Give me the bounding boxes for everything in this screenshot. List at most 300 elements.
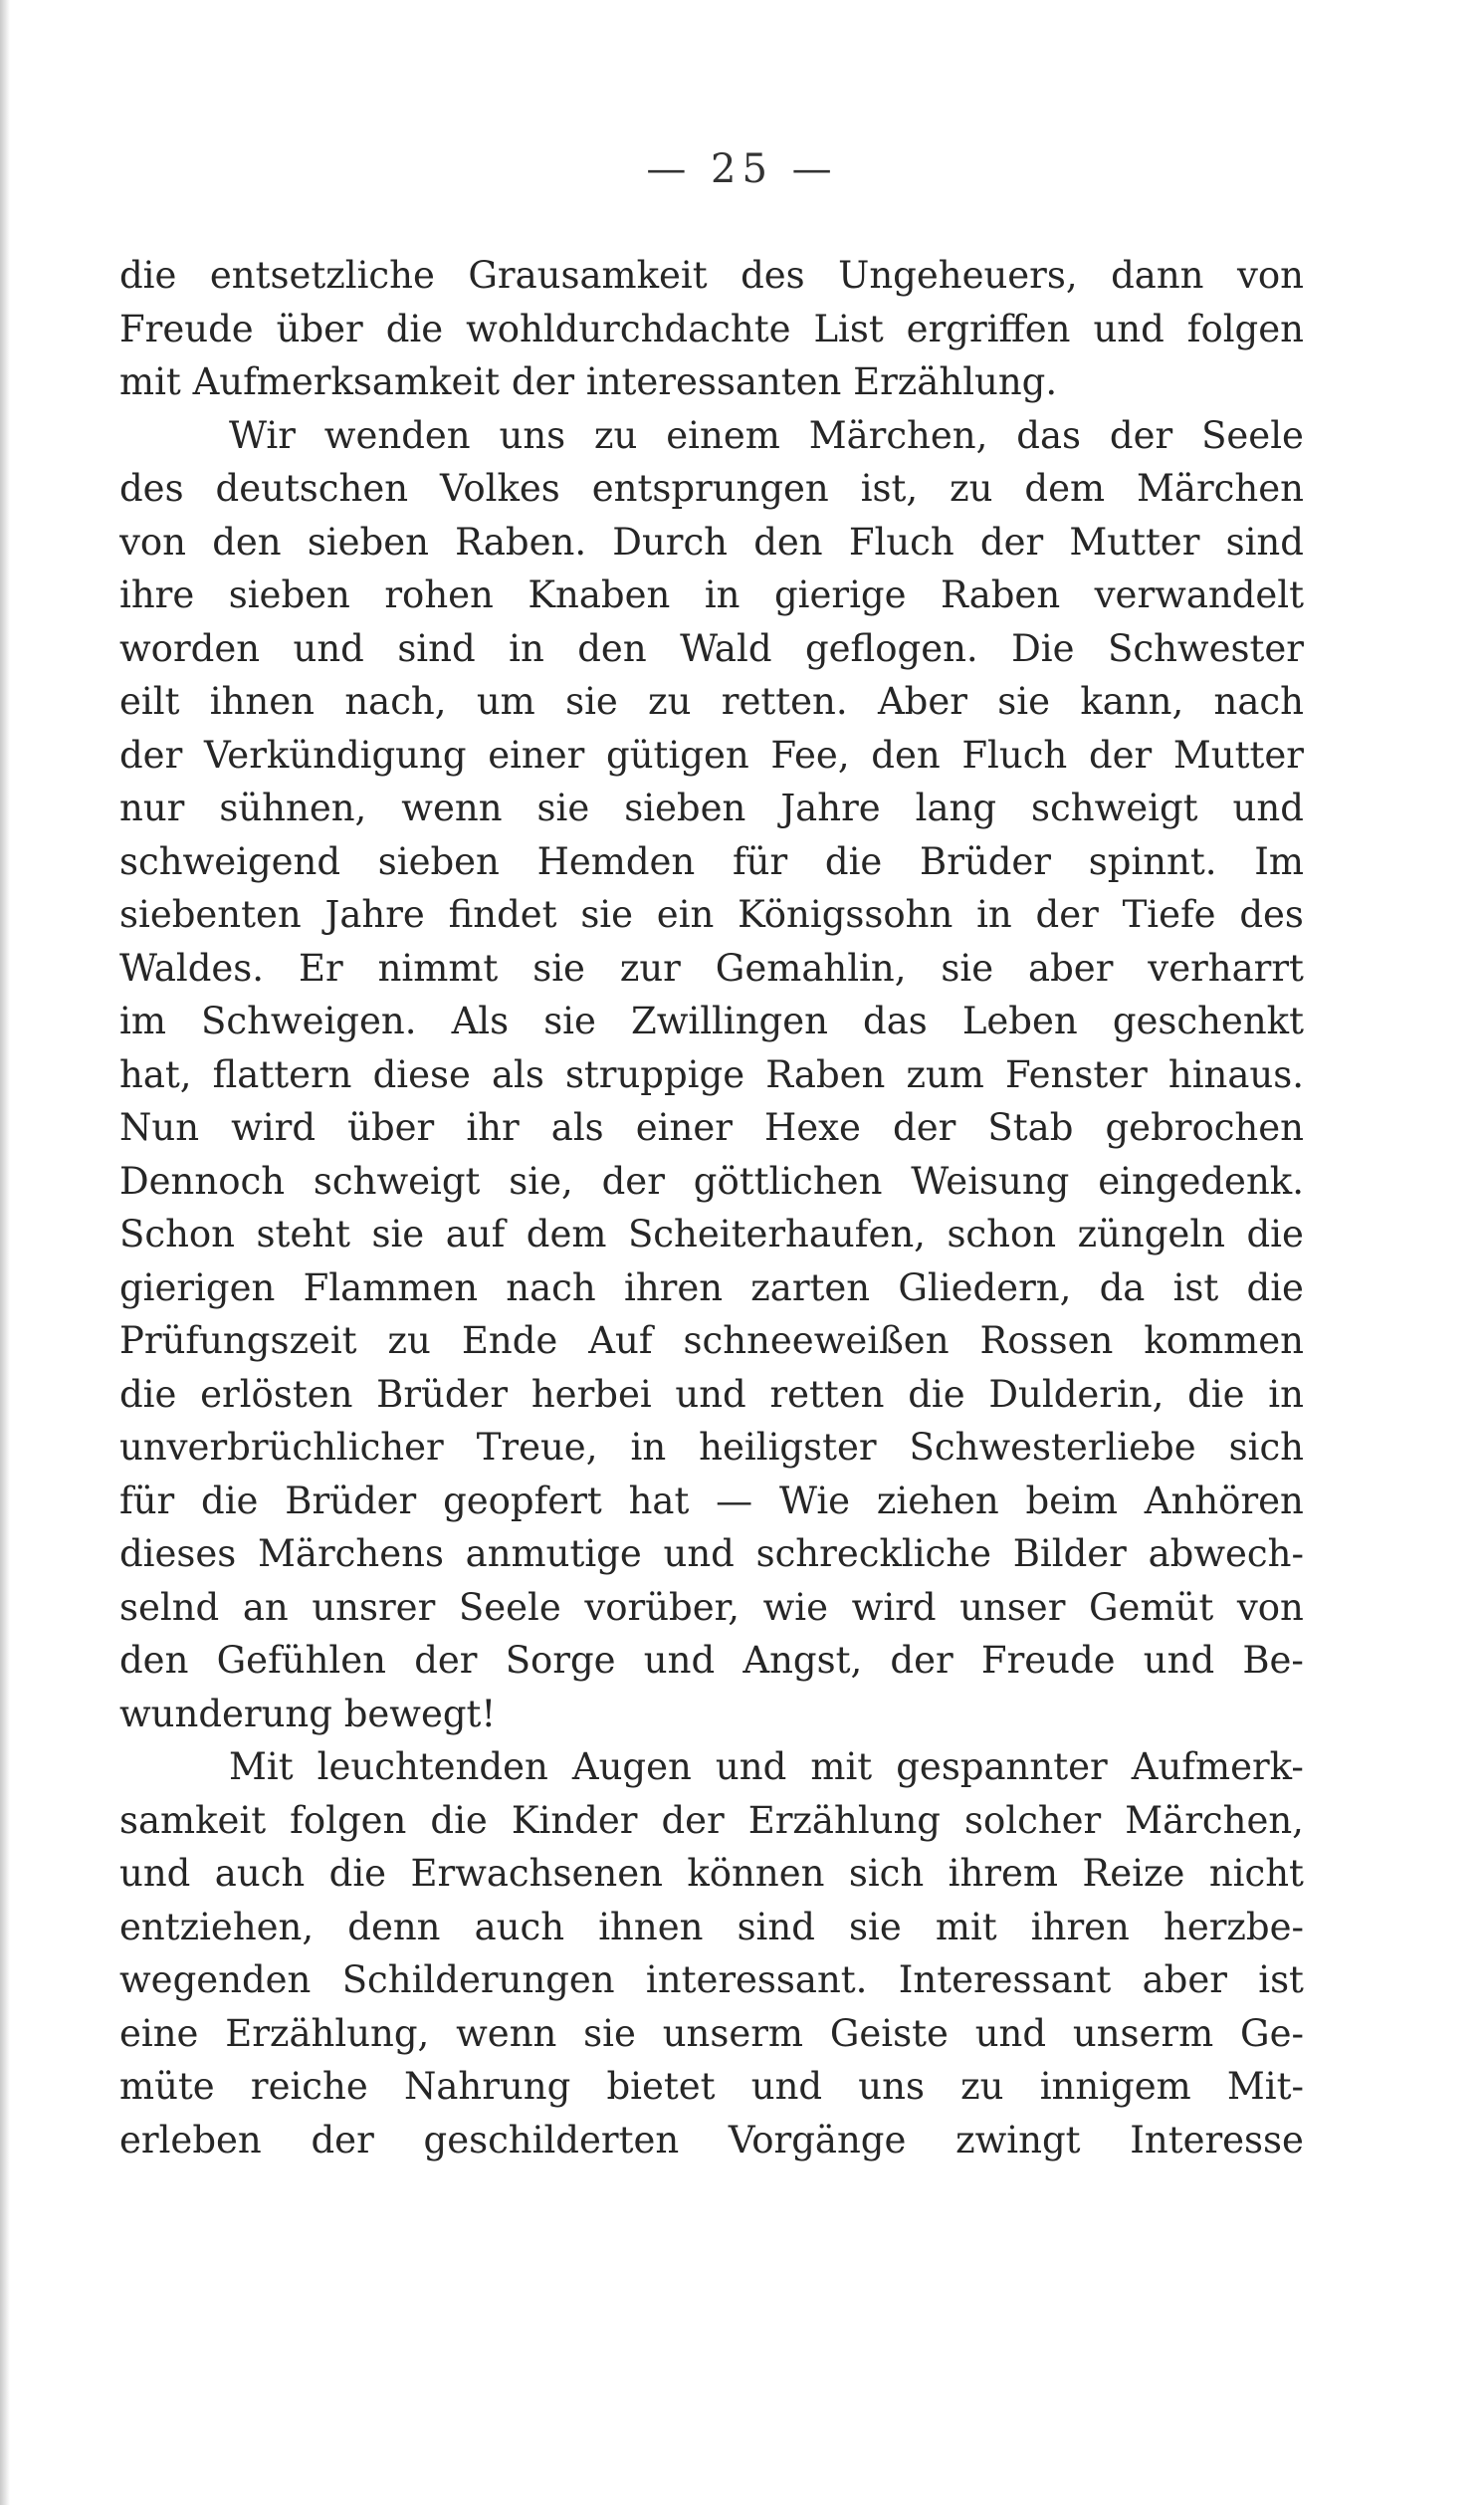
word: wunderung	[119, 1692, 332, 1735]
text-line	[119, 1901, 1304, 1954]
word: Vorgänge	[728, 2118, 907, 2162]
word: Prüfungszeit	[119, 1319, 357, 1362]
body-text	[119, 249, 1304, 2166]
word: wegenden	[119, 1958, 312, 2001]
word: dann	[1111, 254, 1204, 297]
word: Fenster	[1004, 1052, 1148, 1096]
word: die	[430, 1798, 488, 1842]
word: Bilder	[1012, 1532, 1127, 1575]
word: hat,	[119, 1052, 192, 1096]
word: da	[1099, 1265, 1146, 1309]
word: —	[716, 1479, 753, 1522]
word: entsetzliche	[209, 254, 435, 297]
word: auf	[445, 1213, 506, 1255]
word: des	[1239, 893, 1304, 936]
word: eine	[119, 2011, 199, 2055]
word: hinaus.	[1167, 1052, 1304, 1096]
text-line	[119, 1740, 1304, 1794]
word: Wald	[680, 626, 772, 670]
text-line	[119, 2060, 1304, 2114]
word: ihrem	[948, 1852, 1058, 1895]
word: Nun	[119, 1106, 200, 1149]
word: Interesse	[1130, 2118, 1304, 2162]
word: können	[687, 1852, 825, 1895]
word: eingedenk.	[1098, 1159, 1304, 1203]
text-line	[119, 1527, 1304, 1581]
word: unsrer	[312, 1585, 436, 1629]
word: Interessant	[898, 1958, 1112, 2001]
word: nicht	[1208, 1852, 1304, 1895]
word: sie	[543, 1000, 596, 1042]
word: Scheiterhaufen,	[627, 1213, 926, 1255]
word: und	[643, 1639, 716, 1682]
word: in	[509, 626, 544, 670]
text-line	[119, 1794, 1304, 1848]
word: List	[813, 307, 884, 350]
word: Dulderin,	[988, 1372, 1165, 1416]
word: zu	[648, 680, 692, 723]
word: eilt	[119, 680, 180, 723]
word: wohldurchdachte	[466, 307, 791, 350]
word: ihren	[623, 1265, 724, 1309]
word: geflogen.	[804, 626, 978, 670]
word: Die	[1011, 626, 1075, 670]
word: zwingt	[955, 2118, 1081, 2162]
word: Gemüt	[1089, 1585, 1214, 1629]
word: reiche	[250, 2065, 368, 2108]
word: schweigt	[313, 1159, 481, 1203]
word: Dennoch	[119, 1159, 286, 1203]
word: Rossen	[979, 1319, 1114, 1362]
word: Freude	[980, 1639, 1116, 1682]
word: zu	[594, 413, 638, 457]
word: interessanten	[585, 360, 842, 403]
word: Hemden	[536, 839, 696, 883]
word: Fluch	[848, 520, 954, 564]
word: Schwesterliebe	[909, 1426, 1196, 1469]
word: abwech-	[1148, 1532, 1304, 1575]
word: entsprungen	[591, 467, 829, 510]
word: uns	[858, 2065, 925, 2108]
word: wenn	[456, 2011, 557, 2055]
word: von	[1236, 1585, 1304, 1629]
word: auch	[474, 1905, 565, 1948]
word: den	[871, 733, 941, 777]
word: zu	[387, 1319, 431, 1362]
word: worden	[119, 626, 261, 670]
word: Mutter	[1069, 520, 1200, 564]
word: Be-	[1242, 1639, 1304, 1682]
word: der	[311, 2118, 374, 2162]
word: und	[1093, 307, 1165, 350]
word: über	[276, 307, 363, 350]
word: struppige	[564, 1052, 745, 1096]
text-line	[119, 355, 1304, 409]
page-edge-shadow	[0, 0, 10, 2505]
text-line	[119, 675, 1304, 729]
word: die	[1246, 1265, 1304, 1309]
word: des	[741, 254, 805, 297]
word: der	[890, 1639, 954, 1682]
word: flattern	[212, 1052, 352, 1096]
word: sieben	[228, 573, 350, 616]
word: die	[385, 307, 444, 350]
word: Als	[451, 1000, 510, 1042]
word: Angst,	[742, 1639, 863, 1682]
word: leuchtenden	[317, 1745, 548, 1788]
word: der	[893, 1106, 956, 1149]
word: sieben	[307, 520, 429, 564]
text-line	[119, 1421, 1304, 1475]
word: sie	[532, 946, 585, 990]
text-line	[119, 1314, 1304, 1368]
word: sich	[1228, 1426, 1304, 1469]
word: die	[201, 1479, 259, 1522]
word: für	[732, 839, 788, 883]
word: ihre	[119, 573, 195, 616]
word: steht	[256, 1213, 350, 1255]
word: entziehen,	[119, 1905, 315, 1948]
word: züngeln	[1077, 1213, 1225, 1255]
word: folgen	[1186, 307, 1304, 350]
word: sich	[848, 1852, 925, 1895]
word: den	[212, 520, 282, 564]
word: Ende	[461, 1319, 558, 1362]
word: aber	[1142, 1958, 1227, 2001]
word: dieses	[119, 1532, 237, 1575]
word: Gliedern,	[898, 1265, 1072, 1309]
word: an	[242, 1585, 289, 1629]
word: Durch	[612, 520, 729, 564]
word: lang	[915, 787, 997, 829]
word: die	[328, 1852, 387, 1895]
word: Schon	[119, 1213, 236, 1255]
text-line	[119, 462, 1304, 516]
word: Mit	[229, 1745, 294, 1788]
word: Verkündigung	[203, 733, 467, 777]
text-line	[119, 782, 1304, 835]
word: Flammen	[303, 1265, 479, 1309]
word: und	[1232, 787, 1304, 829]
word: Im	[1254, 839, 1304, 883]
word: gebrochen	[1105, 1106, 1304, 1149]
text-line	[119, 1101, 1304, 1155]
word: nach,	[344, 680, 447, 723]
word: zum	[906, 1052, 984, 1096]
word: mit	[935, 1905, 997, 1948]
word: Schilderungen	[341, 1958, 615, 2001]
word: bietet	[606, 2065, 716, 2108]
word: einem	[666, 413, 780, 457]
word: folgen	[290, 1798, 407, 1842]
word: ihnen	[598, 1905, 704, 1948]
word: der	[1109, 413, 1173, 457]
word: Knaben	[528, 573, 671, 616]
word: Brüder	[920, 839, 1051, 883]
word: gütigen	[606, 733, 749, 777]
word: die	[1187, 1372, 1245, 1416]
text-line	[119, 1048, 1304, 1102]
word: Jahre	[780, 787, 881, 829]
text-line	[119, 2007, 1304, 2061]
word: Raben	[765, 1052, 886, 1096]
word: Gefühlen	[216, 1639, 386, 1682]
word: Stab	[987, 1106, 1074, 1149]
word: erleben	[119, 2118, 262, 2162]
word: schneeweißen	[683, 1319, 950, 1362]
word: Märchen	[1137, 467, 1304, 510]
word: innigem	[1039, 2065, 1191, 2108]
word: Märchens	[258, 1532, 444, 1575]
word: retten	[769, 1372, 885, 1416]
paragraph-2	[119, 409, 1304, 1741]
word: Auf	[588, 1319, 653, 1362]
word: Aufmerk-	[1131, 1745, 1304, 1788]
page-number: — 25 —	[646, 146, 838, 192]
text-line	[119, 1581, 1304, 1635]
word: beim	[1025, 1479, 1118, 1522]
word: sie	[536, 787, 590, 829]
word: Märchen,	[1125, 1798, 1304, 1842]
word: sind	[737, 1905, 815, 1948]
word: anmutige	[465, 1532, 642, 1575]
word: der	[511, 360, 575, 403]
word: heiligster	[699, 1426, 877, 1469]
word: sühnen,	[219, 787, 367, 829]
word: unverbrüchlicher	[119, 1426, 444, 1469]
word: Tiefe	[1122, 893, 1216, 936]
word: verwandelt	[1094, 573, 1304, 616]
word: diese	[372, 1052, 471, 1096]
text-line	[119, 995, 1304, 1048]
word: in	[630, 1426, 667, 1469]
word: den	[577, 626, 647, 670]
word: gespannter	[896, 1745, 1108, 1788]
word: Hexe	[764, 1106, 861, 1149]
word: geschenkt	[1112, 1000, 1304, 1042]
text-line	[119, 942, 1304, 996]
word: Volkes	[440, 467, 560, 510]
word: dem	[1024, 467, 1106, 510]
word: uns	[499, 413, 566, 457]
word: nach	[506, 1265, 596, 1309]
word: und	[293, 626, 364, 670]
word: Erwachsenen	[410, 1852, 663, 1895]
word: Raben	[940, 573, 1061, 616]
word: wird	[851, 1585, 937, 1629]
word: und	[750, 2065, 823, 2108]
word: der	[414, 1639, 478, 1682]
word: zu	[960, 2065, 1004, 2108]
word: den	[753, 520, 823, 564]
word: kommen	[1144, 1319, 1304, 1362]
word: dem	[526, 1213, 607, 1255]
word: Seele	[458, 1585, 561, 1629]
word: Waldes.	[119, 946, 265, 990]
word: sie	[997, 680, 1050, 723]
text-line	[119, 729, 1304, 783]
word: die	[1246, 1213, 1304, 1255]
word: sie	[849, 1905, 902, 1948]
paragraph-1	[119, 249, 1304, 409]
word: ihren	[1030, 1905, 1130, 1948]
word: samkeit	[119, 1798, 267, 1842]
paragraph-3	[119, 1740, 1304, 2166]
word: Anhören	[1144, 1479, 1304, 1522]
word: in	[976, 893, 1012, 936]
word: nach	[1213, 680, 1304, 723]
word: ziehen	[876, 1479, 999, 1522]
text-line	[119, 569, 1304, 622]
word: Ge-	[1240, 2011, 1304, 2055]
word: zarten	[750, 1265, 871, 1309]
text-line	[119, 1847, 1304, 1901]
word: Erzählung.	[853, 360, 1058, 403]
word: von	[119, 520, 187, 564]
text-line	[119, 1475, 1304, 1528]
text-line	[119, 2114, 1304, 2167]
word: von	[1236, 254, 1304, 297]
word: und	[675, 1372, 746, 1416]
word: Märchen,	[808, 413, 988, 457]
word: und	[715, 1745, 787, 1788]
word: sie,	[509, 1159, 573, 1203]
word: ein	[656, 893, 715, 936]
text-line	[119, 1261, 1304, 1315]
word: schweigt	[1031, 787, 1198, 829]
word: einer	[635, 1106, 733, 1149]
word: Weisung	[911, 1159, 1070, 1203]
word: schweigend	[119, 839, 341, 883]
word: zur	[619, 946, 681, 990]
text-line	[119, 1953, 1304, 2007]
word: sie	[583, 2011, 636, 2055]
word: unserm	[662, 2011, 804, 2055]
word: unser	[959, 1585, 1066, 1629]
word: Schweigen.	[201, 1000, 417, 1042]
text-line	[119, 1155, 1304, 1209]
word: Erzählung	[747, 1798, 941, 1842]
word: der	[1088, 733, 1153, 777]
word: Zwillingen	[630, 1000, 828, 1042]
word: deutschen	[215, 467, 409, 510]
text-line	[119, 1368, 1304, 1422]
word: Augen	[571, 1745, 692, 1788]
text-line	[119, 1634, 1304, 1688]
word: ergriffen	[906, 307, 1071, 350]
word: Aufmerksamkeit	[192, 360, 501, 403]
word: Wie	[778, 1479, 851, 1522]
word: und	[1143, 1639, 1215, 1682]
word: der	[601, 1159, 665, 1203]
word: sie	[941, 946, 994, 990]
word: kann,	[1080, 680, 1184, 723]
word: Seele	[1201, 413, 1304, 457]
word: Grausamkeit	[468, 254, 708, 297]
text-line	[119, 303, 1304, 356]
text-line	[119, 622, 1304, 676]
word: siebenten	[119, 893, 302, 936]
word: aber	[1028, 946, 1114, 990]
word: in	[1268, 1372, 1304, 1416]
word: ist	[1258, 1958, 1304, 2001]
word: der	[119, 733, 183, 777]
word: für	[119, 1479, 175, 1522]
word: sie	[565, 680, 618, 723]
word: hat	[628, 1479, 690, 1522]
word: und	[119, 1852, 191, 1895]
word: spinnt.	[1088, 839, 1217, 883]
word: Brüder	[376, 1372, 509, 1416]
word: in	[704, 573, 741, 616]
word: Fee,	[770, 733, 850, 777]
word: geschilderten	[423, 2118, 680, 2162]
word: wie	[762, 1585, 829, 1629]
word: verharrt	[1148, 946, 1304, 990]
text-line	[119, 888, 1304, 942]
word: sieben	[377, 839, 500, 883]
word: vorüber,	[584, 1585, 741, 1629]
word: herbei	[530, 1372, 652, 1416]
word: müte	[119, 2065, 215, 2108]
word: sie	[371, 1213, 425, 1255]
word: sind	[1225, 520, 1304, 564]
word: zu	[950, 467, 993, 510]
word: Jahre	[324, 893, 425, 936]
word: Aber	[877, 680, 967, 723]
word: und	[663, 1532, 735, 1575]
word: Reize	[1082, 1852, 1185, 1895]
word: des	[119, 467, 184, 510]
text-line	[119, 409, 1304, 463]
word: Gemahlin,	[715, 946, 907, 990]
word: nimmt	[377, 946, 499, 990]
word: unserm	[1072, 2011, 1214, 2055]
word: Erzählung,	[225, 2011, 430, 2055]
word: und	[974, 2011, 1047, 2055]
word: selnd	[119, 1585, 220, 1629]
word: Brüder	[285, 1479, 417, 1522]
word: retten.	[721, 680, 848, 723]
word: als	[550, 1106, 604, 1149]
word: schon	[947, 1213, 1057, 1255]
word: gierigen	[119, 1265, 276, 1309]
word: Nahrung	[403, 2065, 571, 2108]
word: Kinder	[511, 1798, 638, 1842]
word: solcher	[964, 1798, 1102, 1842]
word: der	[979, 520, 1044, 564]
word: denn	[347, 1905, 441, 1948]
word: Mutter	[1172, 733, 1304, 777]
word: das	[1016, 413, 1081, 457]
word: die	[908, 1372, 965, 1416]
word: göttlichen	[693, 1159, 883, 1203]
word: als	[491, 1052, 544, 1096]
word: erlösten	[200, 1372, 353, 1416]
word: findet	[448, 893, 557, 936]
word: um	[476, 680, 535, 723]
word: herzbe-	[1164, 1905, 1304, 1948]
text-line	[119, 1688, 1304, 1741]
word: Mit-	[1226, 2065, 1304, 2108]
word: Er	[298, 946, 343, 990]
word: sind	[397, 626, 476, 670]
word: ihr	[466, 1106, 520, 1149]
word: im	[119, 1000, 166, 1042]
word: Freude	[119, 307, 254, 350]
word: sie	[580, 893, 634, 936]
word: Sorge	[505, 1639, 616, 1682]
